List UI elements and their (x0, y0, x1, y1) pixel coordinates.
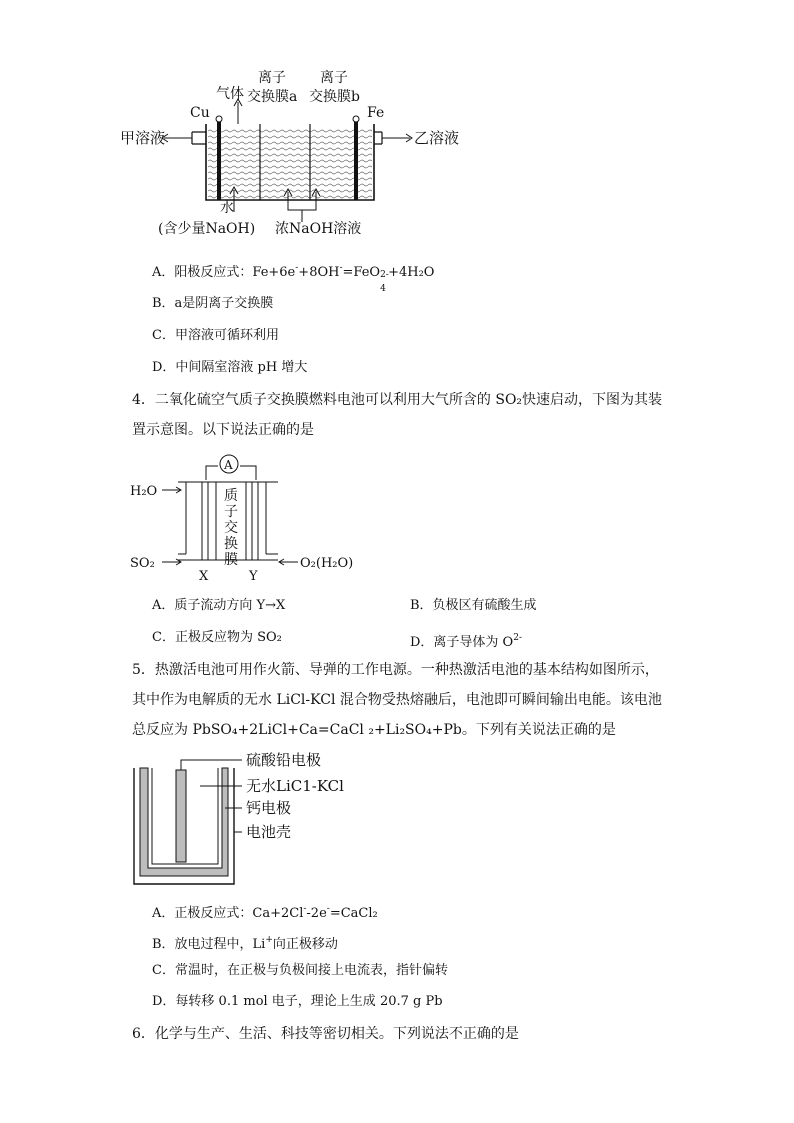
q5-stem-line2: 其中作为电解质的无水 LiCl-KCl 混合物受热熔融后，电池即可瞬间输出电能。该电池 (132, 692, 662, 708)
q3-option-a-charge: 2- (380, 270, 389, 280)
gas-label: 气体 (216, 86, 244, 102)
q3-option-a-sub: 4 (380, 284, 386, 294)
q5-option-a: A．正极反应式：Ca+2Cl--2e-=CaCl₂ (152, 904, 378, 921)
membrane-char-4: 换 (224, 536, 238, 552)
cu-label: Cu (190, 105, 210, 121)
q4-option-b: B．负极区有硫酸生成 (410, 598, 537, 613)
water-label: 水 (220, 200, 234, 216)
y-label: Y (249, 569, 258, 584)
q5-option-a-part2: -2e (306, 906, 327, 921)
calcium-label: 钙电极 (246, 799, 292, 817)
electrolysis-cell-diagram (120, 62, 460, 242)
membrane-a-label-1: 离子 (258, 70, 286, 86)
water-note-label: (含少量NaOH) (158, 221, 256, 237)
q4-option-d (410, 629, 522, 652)
q5-option-b-part1: B．放电过程中，Li (152, 937, 266, 952)
q4-stem-line1: 4．二氧化硫空气质子交换膜燃料电池可以利用大气所含的 SO₂快速启动，下图为其装 (132, 392, 663, 408)
o2-label: O₂(H₂O) (300, 556, 354, 571)
q5-option-c: C．常温时，在正极与负极间接上电流表，指针偏转 (152, 963, 448, 978)
lead-sulfate-label: 硫酸铅电极 (246, 751, 322, 769)
q5-option-d: D．每转移 0.1 mol 电子，理论上生成 20.7 g Pb (152, 994, 443, 1009)
cu-electrode (217, 122, 221, 200)
q4-option-d-sup: 2- (513, 633, 522, 643)
ammeter-label: A (224, 458, 233, 472)
membrane-b-label-2: 交换膜b (309, 89, 360, 105)
q5-option-a-part1: A．正极反应式：Ca+2Cl (152, 906, 304, 921)
electrolyte-label: 无水LiC1-KCl (246, 777, 344, 795)
membrane-char-3: 交 (224, 520, 238, 536)
membrane-a-label-2: 交换膜a (247, 89, 298, 105)
membrane-char-1: 质 (224, 488, 238, 504)
q3-option-a-part3: =FeO (342, 265, 381, 280)
membrane-char-5: 膜 (224, 552, 238, 568)
q4-option-a: A．质子流动方向 Y→X (152, 598, 286, 613)
fe-label: Fe (367, 105, 385, 121)
solution-jia-label: 甲溶液 (120, 129, 166, 147)
so2-label: SO₂ (130, 556, 155, 571)
q5-stem-line1: 5．热激活电池可用作火箭、导弹的工作电源。一种热激活电池的基本结构如图所示， (132, 662, 659, 678)
fe-electrode (354, 122, 358, 200)
q3-option-a-part4: +4H₂O (388, 265, 435, 280)
membrane-b-label-1: 离子 (320, 70, 348, 86)
q5-option-b-part2: 向正极移动 (272, 937, 338, 952)
q6-stem: 6．化学与生产、生活、科技等密切相关。下列说法不正确的是 (132, 1026, 519, 1042)
fuel-cell-diagram (130, 452, 370, 584)
conc-naoh-label: 浓NaOH溶液 (275, 221, 362, 237)
q3-option-d: D．中间隔室溶液 pH 增大 (152, 360, 308, 375)
q5-stem-line3: 总反应为 PbSO₄+2LiCl+Ca=CaCl ₂+Li₂SO₄+Pb。下列有关说法正确的是 (132, 722, 616, 738)
q4-option-d-text: D．离子导体为 O (410, 635, 514, 650)
q3-option-a-part2: +8OH (298, 265, 340, 280)
q3-option-a-part1: A．阳极反应式：Fe+6e (152, 265, 296, 280)
membrane-char-2: 子 (224, 504, 238, 520)
q5-option-b: B．放电过程中，Li+向正极移动 (152, 935, 338, 952)
q3-option-b: B．a是阴离子交换膜 (152, 296, 274, 311)
q3-option-c: C．甲溶液可循环利用 (152, 328, 279, 343)
thermal-battery-diagram (130, 748, 370, 890)
q3-option-a: A．阳极反应式：Fe+6e-+8OH-=FeO 2- 4 +4H₂O (152, 259, 434, 282)
x-label: X (199, 569, 209, 584)
shell-label: 电池壳 (246, 823, 292, 841)
h2o-label: H₂O (130, 484, 158, 499)
q4-stem-line2: 置示意图。以下说法正确的是 (132, 422, 314, 438)
q5-option-a-part3: =CaCl₂ (329, 906, 378, 921)
lead-sulfate-electrode (176, 770, 186, 862)
q4-option-c: C．正极反应物为 SO₂ (152, 630, 282, 645)
solution-yi-label: 乙溶液 (414, 129, 460, 147)
